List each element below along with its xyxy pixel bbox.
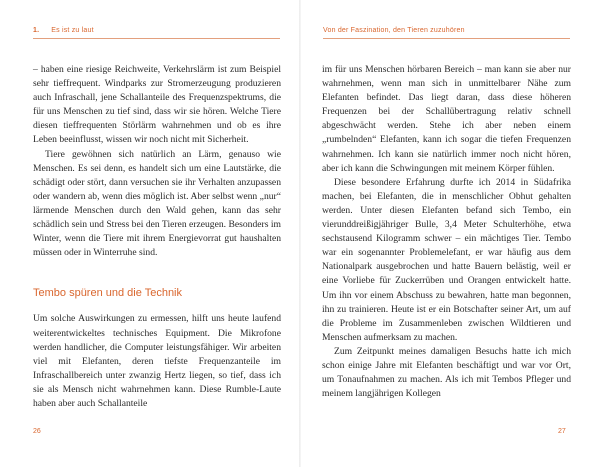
right-page-number: 27 (558, 428, 566, 435)
paragraph: Um solche Auswirkungen zu ermessen, hilft uns heute laufend weiterentwickeltes technisches Equipment. Die Mikrofone werden handlicher, die Computer leistungsfähiger. Wir arbeiten viel mit Elefanten, deren tiefste Frequenzanteile im Infraschallbereich unter zwanzig Hertz liegen, so tief, dass ich sie als Mensch nicht wahrnehmen kann. Diese Rumble-Laute haben aber auch Schallanteile (33, 313, 281, 409)
chapter-number: 1. (33, 27, 40, 34)
paragraph: Zum Zeitpunkt meines damaligen Besuchs hatte ich mich schon einige Jahre mit Elefanten beschäftigt und war vor Ort, um Tonaufnahmen zu machen. Als ich mit Tembos Pfleger und meinem langjährigen Kollegen (322, 345, 571, 400)
chapter-title: Es ist zu laut (51, 27, 94, 34)
left-running-header (33, 27, 280, 34)
left-page-number: 26 (33, 428, 41, 435)
right-running-header (323, 27, 570, 34)
left-body-text (33, 63, 281, 411)
left-page (0, 0, 299, 467)
paragraph: Tiere gewöhnen sich natürlich an Lärm, genauso wie Menschen. Es sei denn, es handelt sich um eine Lautstärke, die schädigt oder stört, dann versuchen sie ihr Verhalten anzupassen oder wandern ab, wenn dies möglich ist. Aber selbst wenn „nur“ lärmende Menschen durch den Wald gehen, kann das sehr schädlich sein und Stress bei den Tieren erzeugen. Besonders im Winter, wenn die Tiere mit ihrem Energievorrat gut haushalten müssen oder in Winterruhe sind. (33, 148, 281, 259)
right-body-text (322, 63, 571, 401)
paragraph: im für uns Menschen hörbaren Bereich – man kann sie aber nur wahrnehmen, wenn man sich in unmittelbarer Nähe zum Elefanten befindet. Das liegt daran, dass diese höheren Frequenzen bei der Schallübertragung relativ schnell abgeschwächt werden. Stehe ich aber neben einem „rumbelnden“ Elefanten, kann ich sogar die tiefen Frequenzen wahrnehmen. Ich kann sie natürlich immer noch nicht hören, aber ich kann die Schwingungen mit meinem Körper fühlen. (322, 64, 571, 174)
running-title: Von der Faszination, den Tieren zuzuhören (323, 27, 465, 34)
left-header-rule (33, 38, 280, 39)
right-header-rule (323, 38, 570, 39)
paragraph: – haben eine riesige Reichweite, Verkehrslärm ist zum Beispiel sehr tieffrequent. Windparks zur Stromerzeugung produzieren auch Infraschall, jene Schallanteile des Frequenzspektrums, die für uns Menschen zu tief sind, dass wir sie hören. Welche Tiere diesen tieffrequenten Störlärm wahrnehmen und ob es ihre Leben beeinflusst, wissen wir noch nicht mit Sicherheit. (33, 64, 281, 146)
right-page (301, 0, 600, 467)
section-heading: Tembo spüren und die Technik (33, 287, 183, 300)
paragraph: Diese besondere Erfahrung durfte ich 2014 in Südafrika machen, bei Elefanten, die in menschlicher Obhut gehalten werden. Unter diesen Elefanten befand sich Tembo, ein vierunddreißigjähriger Bulle, 3,4 Meter Schulterhöhe, etwa sechstausend Kilogramm schwer – ein mächtiges Tier. Tembo war ein sogenannter Problemelefant, er war häufig aus dem Nationalpark ausgebrochen und hatte Bauern belästig, weil er eine Vorliebe für Zuckerrüben und Orangen entwickelt hatte. Um ihn vor einem Abschuss zu bewahren, hatte man begonnen, ihn zu trainieren. Heute ist er ein Botschafter seiner Art, um auf die Probleme im Zusammenleben zwischen Wildtieren und Menschen aufmerksam zu machen. (322, 176, 571, 343)
